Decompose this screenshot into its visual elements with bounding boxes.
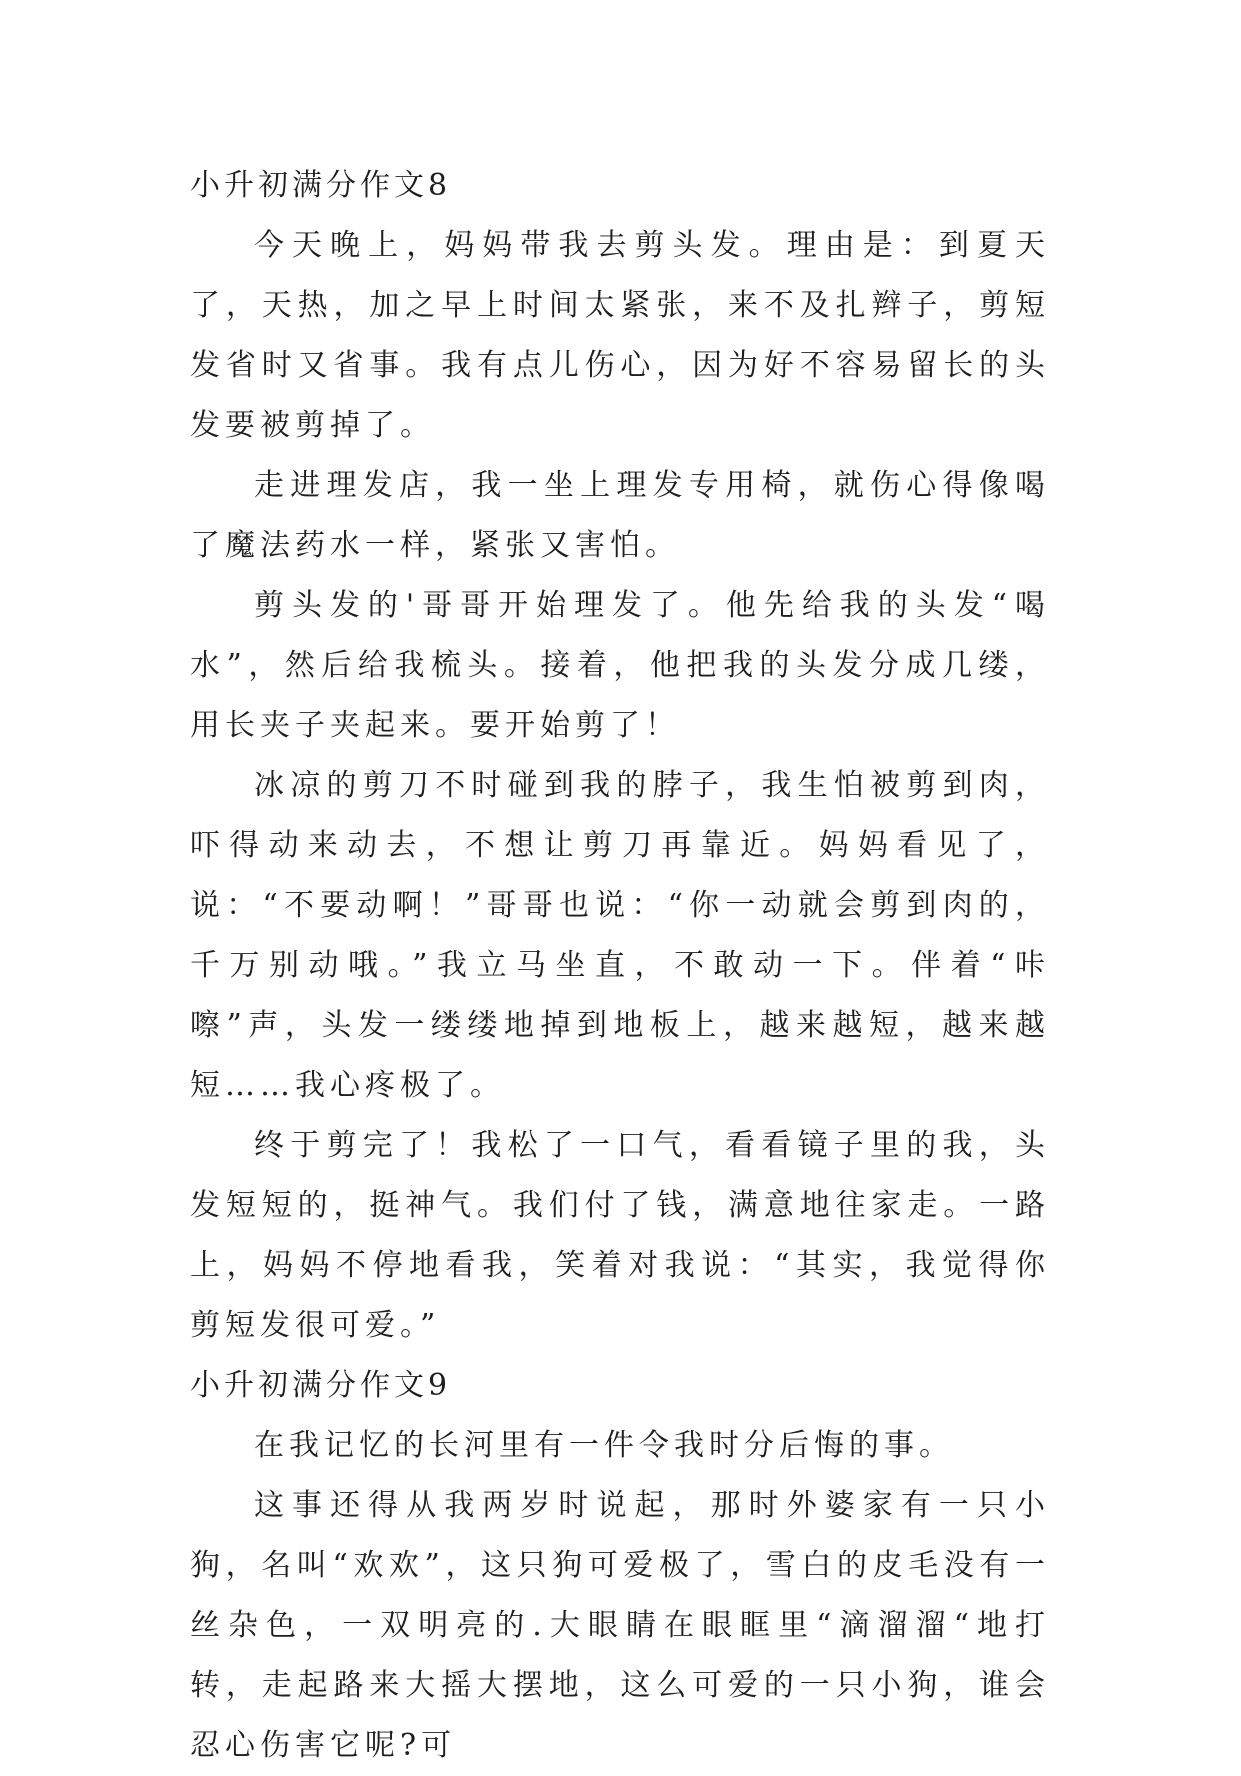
essay-9-paragraph-1: 在我记忆的长河里有一件令我时分后悔的事。 xyxy=(254,1428,954,1463)
essay-8-paragraph-1: 今天晚上，妈妈带我去剪头发。理由是：到夏天了，天热，加之早上时间太紧张，来不及扎辫子，剪短发省时又省事。我有点儿伤心，因为好不容易留长的头发要被剪掉了。 xyxy=(190,228,1050,443)
essay-8-paragraph-3: 剪头发的'哥哥开始理发了。他先给我的头发“喝水”，然后给我梳头。接着，他把我的头发分成几缕，用长夹子夹起来。要开始剪了！ xyxy=(190,588,1050,743)
essay-8-paragraph-5: 终于剪完了！我松了一口气，看看镜子里的我，头发短短的，挺神气。我们付了钱，满意地往家走。一路上，妈妈不停地看我，笑着对我说：“其实，我觉得你剪短发很可爱。” xyxy=(190,1128,1050,1343)
essay-heading-9: 小升初满分作文9 xyxy=(190,1368,452,1403)
document-body xyxy=(190,156,1050,1776)
essay-8-paragraph-4: 冰凉的剪刀不时碰到我的脖子，我生怕被剪到肉，吓得动来动去，不想让剪刀再靠近。妈妈看见了，说：“不要动啊！”哥哥也说：“你一动就会剪到肉的，千万别动哦。”我立马坐直，不敢动一下。伴着“咔嚓”声，头发一缕缕地掉到地板上，越来越短，越来越短……我心疼极了。 xyxy=(190,768,1050,1103)
essay-8-paragraph-2: 走进理发店，我一坐上理发专用椅，就伤心得像喝了魔法药水一样，紧张又害怕。 xyxy=(190,468,1050,563)
essay-heading-8: 小升初满分作文8 xyxy=(190,168,452,203)
essay-9-paragraph-2: 这事还得从我两岁时说起，那时外婆家有一只小狗，名叫“欢欢”，这只狗可爱极了，雪白的皮毛没有一丝杂色，一双明亮的.大眼睛在眼眶里“滴溜溜“地打转，走起路来大摇大摆地，这么可爱的一只小狗，谁会忍心伤害它呢?可 xyxy=(190,1488,1050,1763)
